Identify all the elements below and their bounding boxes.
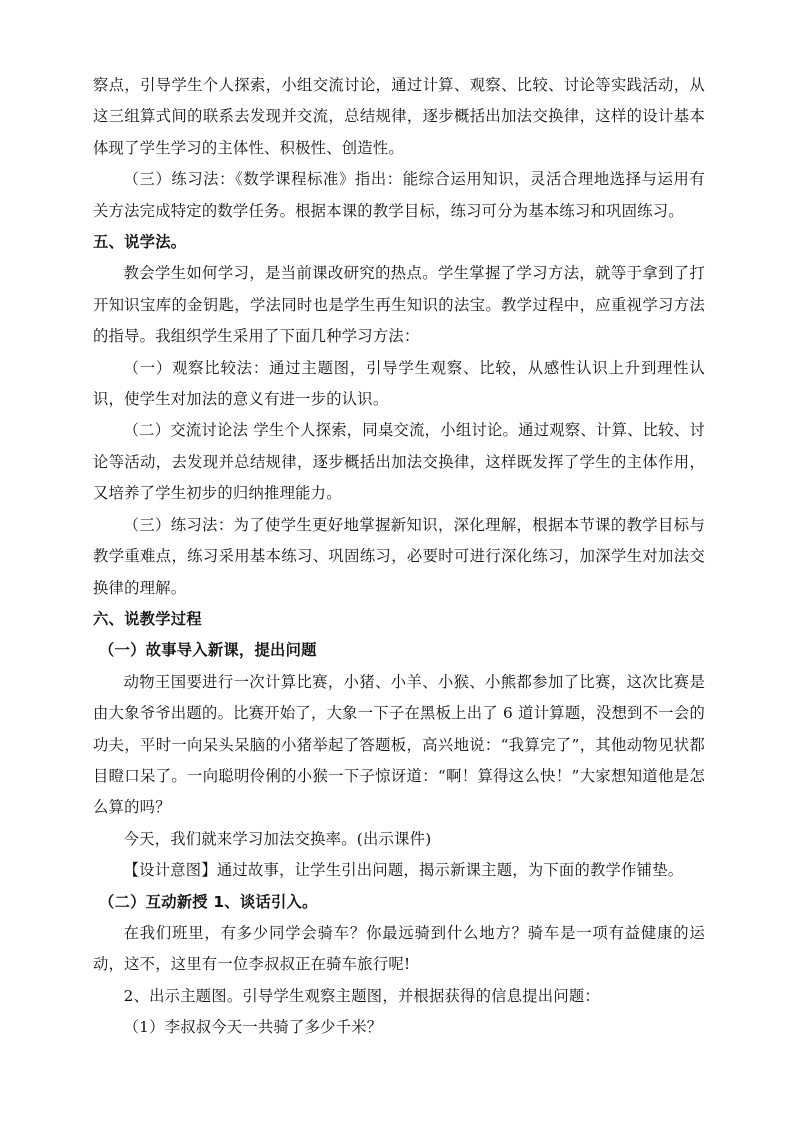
section-heading-teaching-process: 六、说教学过程	[93, 609, 202, 628]
paragraph-today-lesson: 今天，我们就来学习加法交换率。(出示课件)	[123, 829, 432, 848]
document-page	[93, 70, 705, 1044]
paragraph-cycling-question: 在我们班里，有多少同学会骑车？你最远骑到什么地方？骑车是一项有益健康的运动，这不，这里有一位李叔叔正在骑车旅行呢!	[93, 923, 705, 974]
paragraph-theme-picture: 2、出示主题图。引导学生观察主题图，并根据获得的信息提出问题：	[123, 986, 600, 1005]
paragraph-practice-method-teaching: （三）练习法：《数学课程标准》指出：能综合运用知识，灵活合理地选择与运用有关方法完成特定的数学任务。根据本课的教学目标，练习可分为基本练习和巩固练习。	[93, 170, 705, 220]
subheading-story-introduction: （一）故事导入新课，提出问题	[99, 641, 317, 660]
paragraph-question-one: （1）李叔叔今天一共骑了多少千米？	[123, 1018, 383, 1037]
section-heading-learning-methods: 五、说学法。	[93, 233, 187, 252]
paragraph-discussion: （二）交流讨论法 学生个人探索，同桌交流，小组讨论。通过观察、计算、比较、讨论等活动，去发现并总结规律，逐步概括出加法交换律，这样既发挥了学生的主体作用，又培养了学生初步的归纳推理能力。	[93, 421, 705, 503]
paragraph-practice-method-learning: （三）练习法：为了使学生更好地掌握新知识，深化理解，根据本节课的教学目标与教学重难点，练习采用基本练习、巩固练习，必要时可进行深化练习，加深学生对加法交换律的理解。	[93, 515, 705, 597]
subheading-interactive-teaching: （二）互动新授 1、谈话引入。	[99, 892, 318, 911]
paragraph-observation-intro: 察点，引导学生个人探索，小组交流讨论，通过计算、观察、比较、讨论等实践活动，从这三组算式间的联系去发现并交流，总结规律，逐步概括出加法交换律，这样的设计基本体现了学生学习的主体性、积极性、创造性。	[93, 76, 705, 157]
paragraph-design-intent: 【设计意图】通过故事，让学生引出问题，揭示新课主题，为下面的教学作铺垫。	[123, 861, 684, 880]
paragraph-animal-story: 动物王国要进行一次计算比赛，小猪、小羊、小猴、小熊都参加了比赛，这次比赛是由大象爷爷出题的。比赛开始了，大象一下子在黑板上出了 6 道计算题，没想到不一会的功夫，平时一向呆头呆脑的小猪举起了答题板，高兴地说：“我算完了”，其他动物见状都目瞪口呆了。一向聪明伶俐的小猴一下子惊讶道：“啊！算得这么快！”大家想知道他是怎么算的吗？	[93, 672, 705, 817]
paragraph-observe-compare: （一）观察比较法：通过主题图，引导学生观察、比较，从感性认识上升到理性认识，使学生对加法的意义有进一步的认识。	[93, 358, 705, 409]
paragraph-learning-methods-intro: 教会学生如何学习，是当前课改研究的热点。学生掌握了学习方法，就等于拿到了打开知识宝库的金钥匙，学法同时也是学生再生知识的法宝。教学过程中，应重视学习方法的指导。我组织学生采用了下面几种学习方法：	[93, 264, 705, 346]
